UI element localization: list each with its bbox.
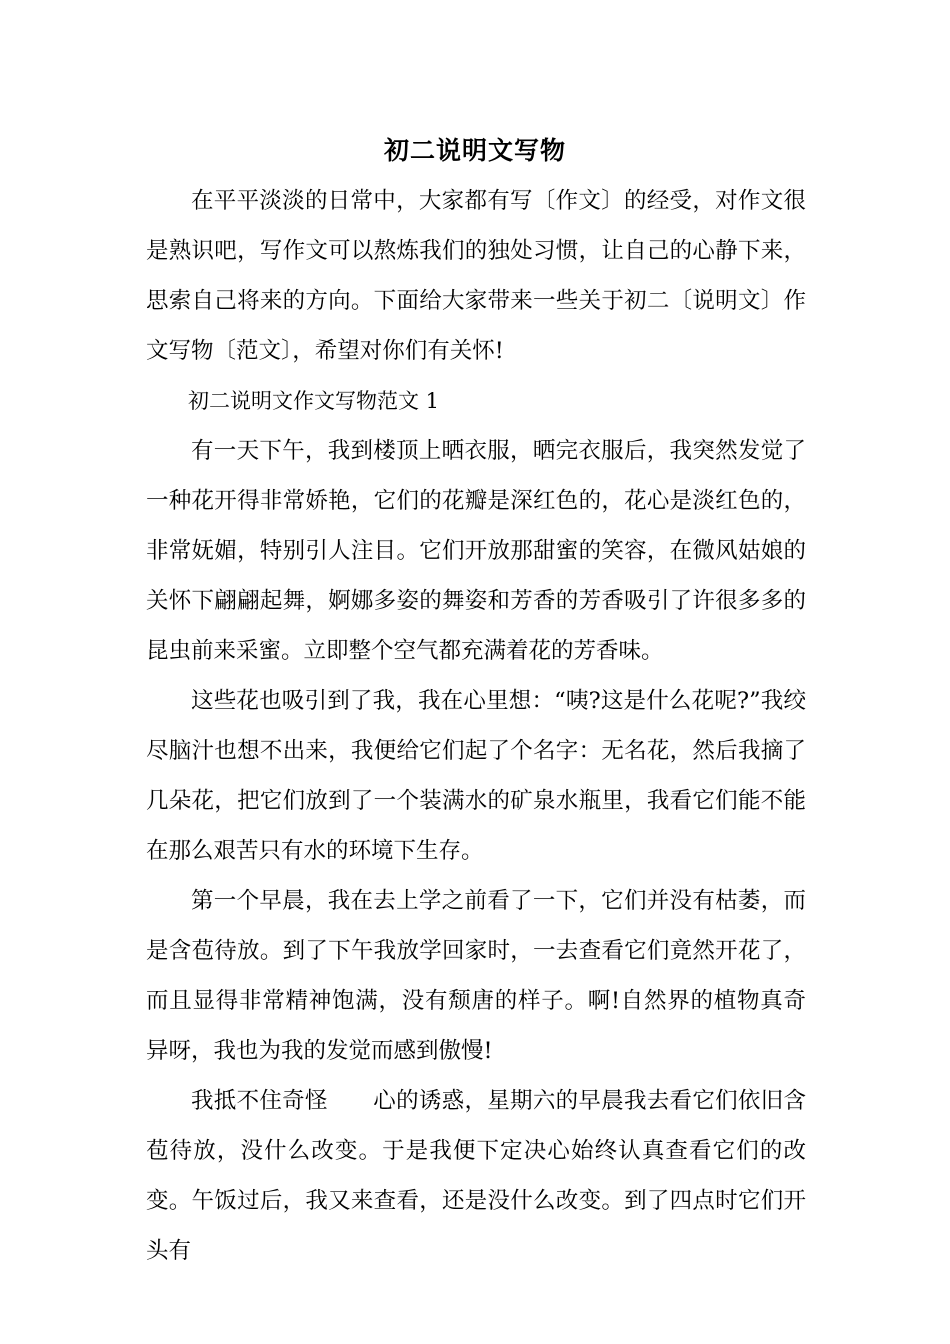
body-paragraph: 有一天下午，我到楼顶上晒衣服，晒完衣服后，我突然发觉了一种花开得非常娇艳，它们的花瓣是深红色的，花心是淡红色的，非常妩媚，特别引人注目。它们开放那甜蜜的笑容，在微风姑娘的关怀下翩翩起舞，婀娜多姿的舞姿和芳香的芳香吸引了许很多多的昆虫前来采蜜。立即整个空气都充满着花的芳香味。 [146,438,806,664]
document-title: 初二说明文写物 [383,136,566,165]
section-heading: 初二说明文作文写物范文 1 [188,389,440,413]
body-paragraph: 第一个早晨，我在去上学之前看了一下，它们并没有枯萎，而是含苞待放。到了下午我放学回家时，一去查看它们竟然开花了，而且显得非常精神饱满，没有颓唐的样子。啊!自然界的植物真奇异呀，我也为我的发觉而感到傲慢! [146,888,806,1064]
document-body [146,176,806,1276]
body-paragraph: 我抵不住奇怪 心的诱惑，星期六的早晨我去看它们依旧含苞待放，没什么改变。于是我便下定决心始终认真查看它们的改变。午饭过后，我又来查看，还是没什么改变。到了四点时它们开头有 [146,1088,806,1264]
intro-paragraph: 在平平淡淡的日常中，大家都有写〔作文〕的经受，对作文很是熟识吧，写作文可以熬炼我们的独处习惯，让自己的心静下来，思索自己将来的方向。下面给大家带来一些关于初二〔说明文〕作文写物〔范文〕，希望对你们有关怀! [146,188,806,364]
body-paragraph: 这些花也吸引到了我，我在心里想：“咦?这是什么花呢?”我绞尽脑汁也想不出来，我便给它们起了个名字：无名花，然后我摘了几朵花，把它们放到了一个装满水的矿泉水瓶里，我看它们能不能在那么艰苦只有水的环境下生存。 [146,688,806,864]
